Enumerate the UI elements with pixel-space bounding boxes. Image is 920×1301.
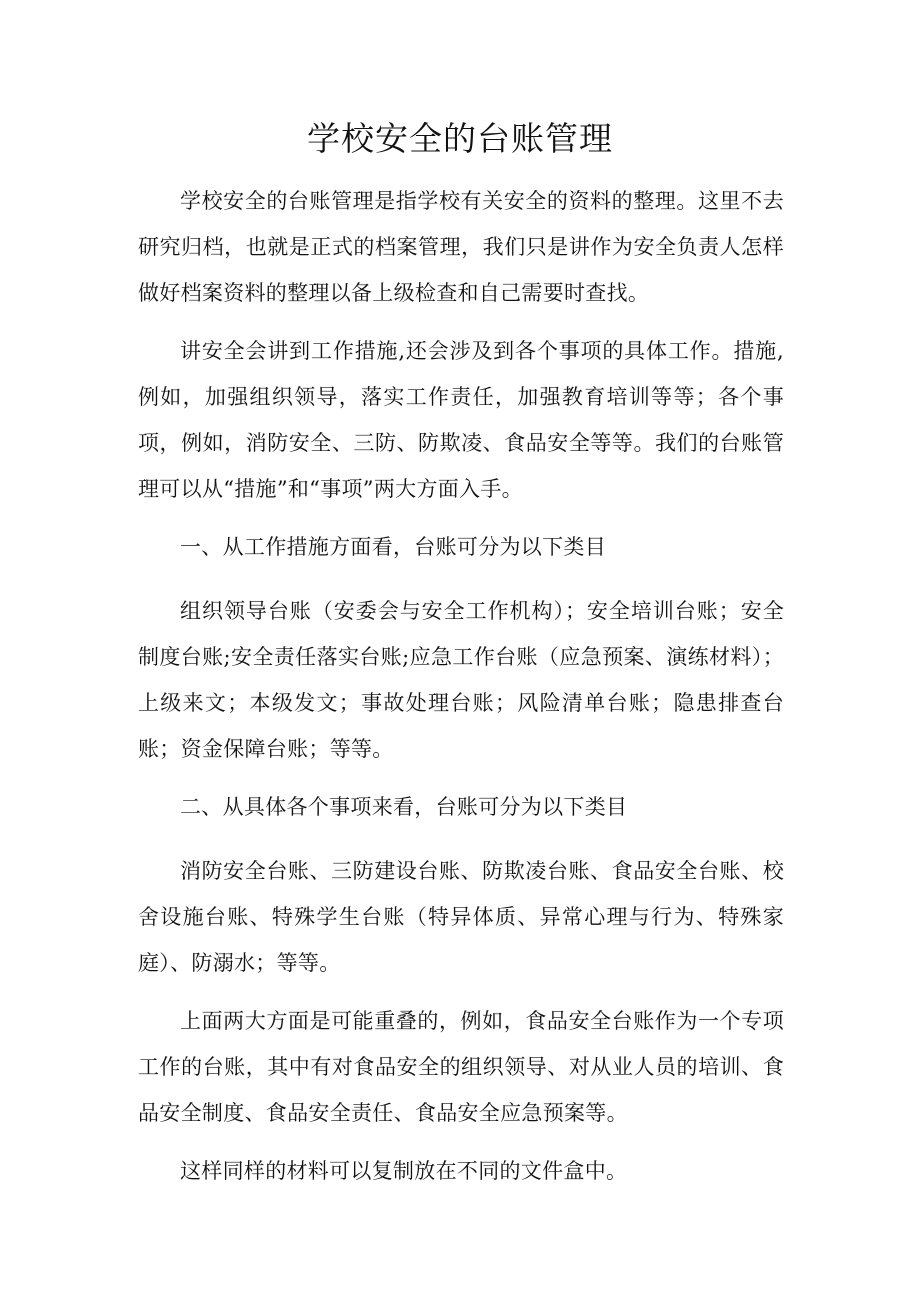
paragraph-measures-list: 组织领导台账（安委会与安全工作机构）；安全培训台账；安全制度台账;安全责任落实台账;应急工作台账（应急预案、演练材料）；上级来文；本级发文；事故处理台账；风险清单台账；隐患排查台账；资金保障台账；等等。 (138, 599, 784, 761)
document-title: 学校安全的台账管理 (307, 119, 613, 158)
paragraph-conclusion: 这样同样的材料可以复制放在不同的文件盒中。 (180, 1159, 628, 1183)
section-heading-items: 二、从具体各个事项来看，台账可分为以下类目 (180, 795, 628, 819)
paragraph-intro: 学校安全的台账管理是指学校有关安全的资料的整理。这里不去研究归档，也就是正式的档案管理，我们只是讲作为安全负责人怎样做好档案资料的整理以备上级检查和自己需要时查找。 (138, 189, 784, 305)
document-body (138, 178, 784, 1206)
paragraph-items-list: 消防安全台账、三防建设台账、防欺凌台账、食品安全台账、校舍设施台账、特殊学生台账（特异体质、异常心理与行为、特殊家庭）、防溺水；等等。 (138, 859, 784, 975)
paragraph-measures-and-items: 讲安全会讲到工作措施,还会涉及到各个事项的具体工作。措施,例如，加强组织领导，落实工作责任，加强教育培训等等；各个事项，例如，消防安全、三防、防欺凌、食品安全等等。我们的台账管理可以从“措施”和“事项”两大方面入手。 (138, 339, 784, 501)
paragraph-overlap: 上面两大方面是可能重叠的，例如，食品安全台账作为一个专项工作的台账，其中有对食品安全的组织领导、对从业人员的培训、食品安全制度、食品安全责任、食品安全应急预案等。 (138, 1009, 784, 1125)
section-heading-measures: 一、从工作措施方面看，台账可分为以下类目 (180, 535, 606, 559)
